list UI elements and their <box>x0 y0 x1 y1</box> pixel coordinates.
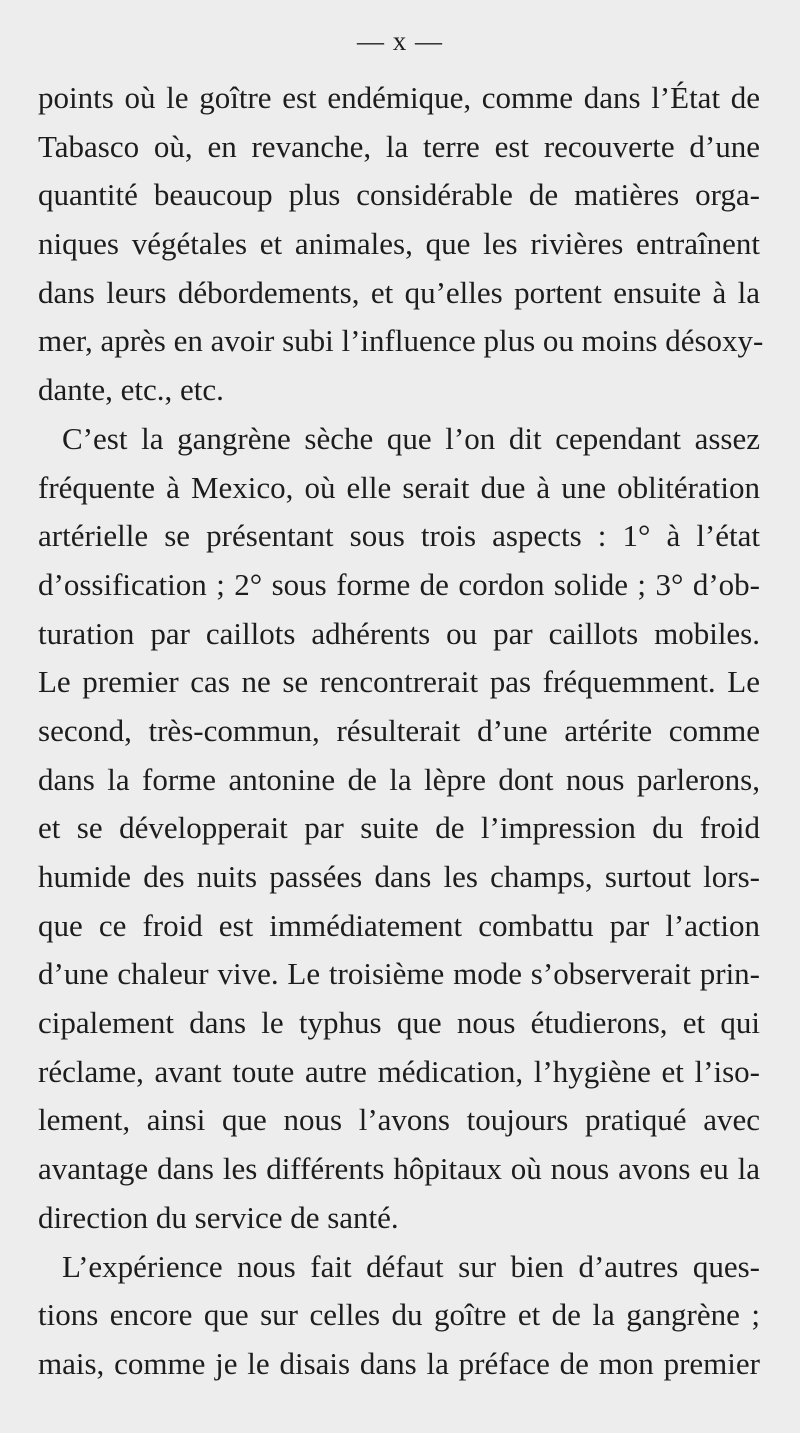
text-line: mais, comme je le disais dans la préface de mon premier <box>38 1345 760 1381</box>
text-line: dans la forme antonine de la lèpre dont nous parlerons, <box>38 761 760 797</box>
text-line: tions encore que sur celles du goître et de la gangrène ; <box>38 1297 760 1333</box>
text-line: niques végétales et animales, que les rivières entraînent <box>38 226 760 262</box>
paragraph-2 <box>38 415 760 1243</box>
text-line: d’une chaleur vive. Le troisième mode s’observerait prin- <box>38 956 760 992</box>
text-line: direction du service de santé. <box>38 1199 399 1235</box>
paragraph-3 <box>38 1243 760 1389</box>
text-line: points où le goître est endémique, comme dans l’État de <box>38 80 760 115</box>
text-line: mer, après en avoir subi l’influence plus ou moins désoxy- <box>38 323 764 359</box>
text-line: avantage dans les différents hôpitaux où nous avons eu la <box>38 1151 760 1187</box>
text-line: dans leurs débordements, et qu’elles portent ensuite à la <box>38 274 760 310</box>
body-text <box>38 74 764 1389</box>
text-line: turation par caillots adhérents ou par caillots mobiles. <box>38 615 760 651</box>
text-line: d’ossification ; 2° sous forme de cordon solide ; 3° d’ob- <box>38 566 760 602</box>
text-line: artérielle se présentant sous trois aspects : 1° à l’état <box>38 518 760 554</box>
text-line: quantité beaucoup plus considérable de matières orga- <box>38 177 760 213</box>
text-line: C’est la gangrène sèche que l’on dit cependant assez <box>62 420 760 456</box>
text-line: L’expérience nous fait défaut sur bien d’autres ques- <box>62 1248 760 1284</box>
text-line: fréquente à Mexico, où elle serait due à une oblitération <box>38 469 760 505</box>
running-head-page-number: — x — <box>357 26 443 56</box>
text-line: second, très-commun, résulterait d’une artérite comme <box>38 712 760 748</box>
text-line: Le premier cas ne se rencontrerait pas fréquemment. Le <box>38 664 760 700</box>
text-line: humide des nuits passées dans les champs, surtout lors- <box>38 859 760 894</box>
text-line: et se développerait par suite de l’impression du froid <box>38 810 760 846</box>
text-line: lement, ainsi que nous l’avons toujours pratiqué avec <box>38 1102 760 1138</box>
paragraph-1 <box>38 74 764 415</box>
text-line: cipalement dans le typhus que nous étudierons, et qui <box>38 1005 760 1041</box>
text-line: dante, etc., etc. <box>38 372 224 408</box>
text-line: que ce froid est immédiatement combattu par l’action <box>38 907 760 943</box>
text-line: réclame, avant toute autre médication, l’hygiène et l’iso- <box>38 1053 760 1089</box>
text-line: Tabasco où, en revanche, la terre est recouverte d’une <box>38 128 760 164</box>
